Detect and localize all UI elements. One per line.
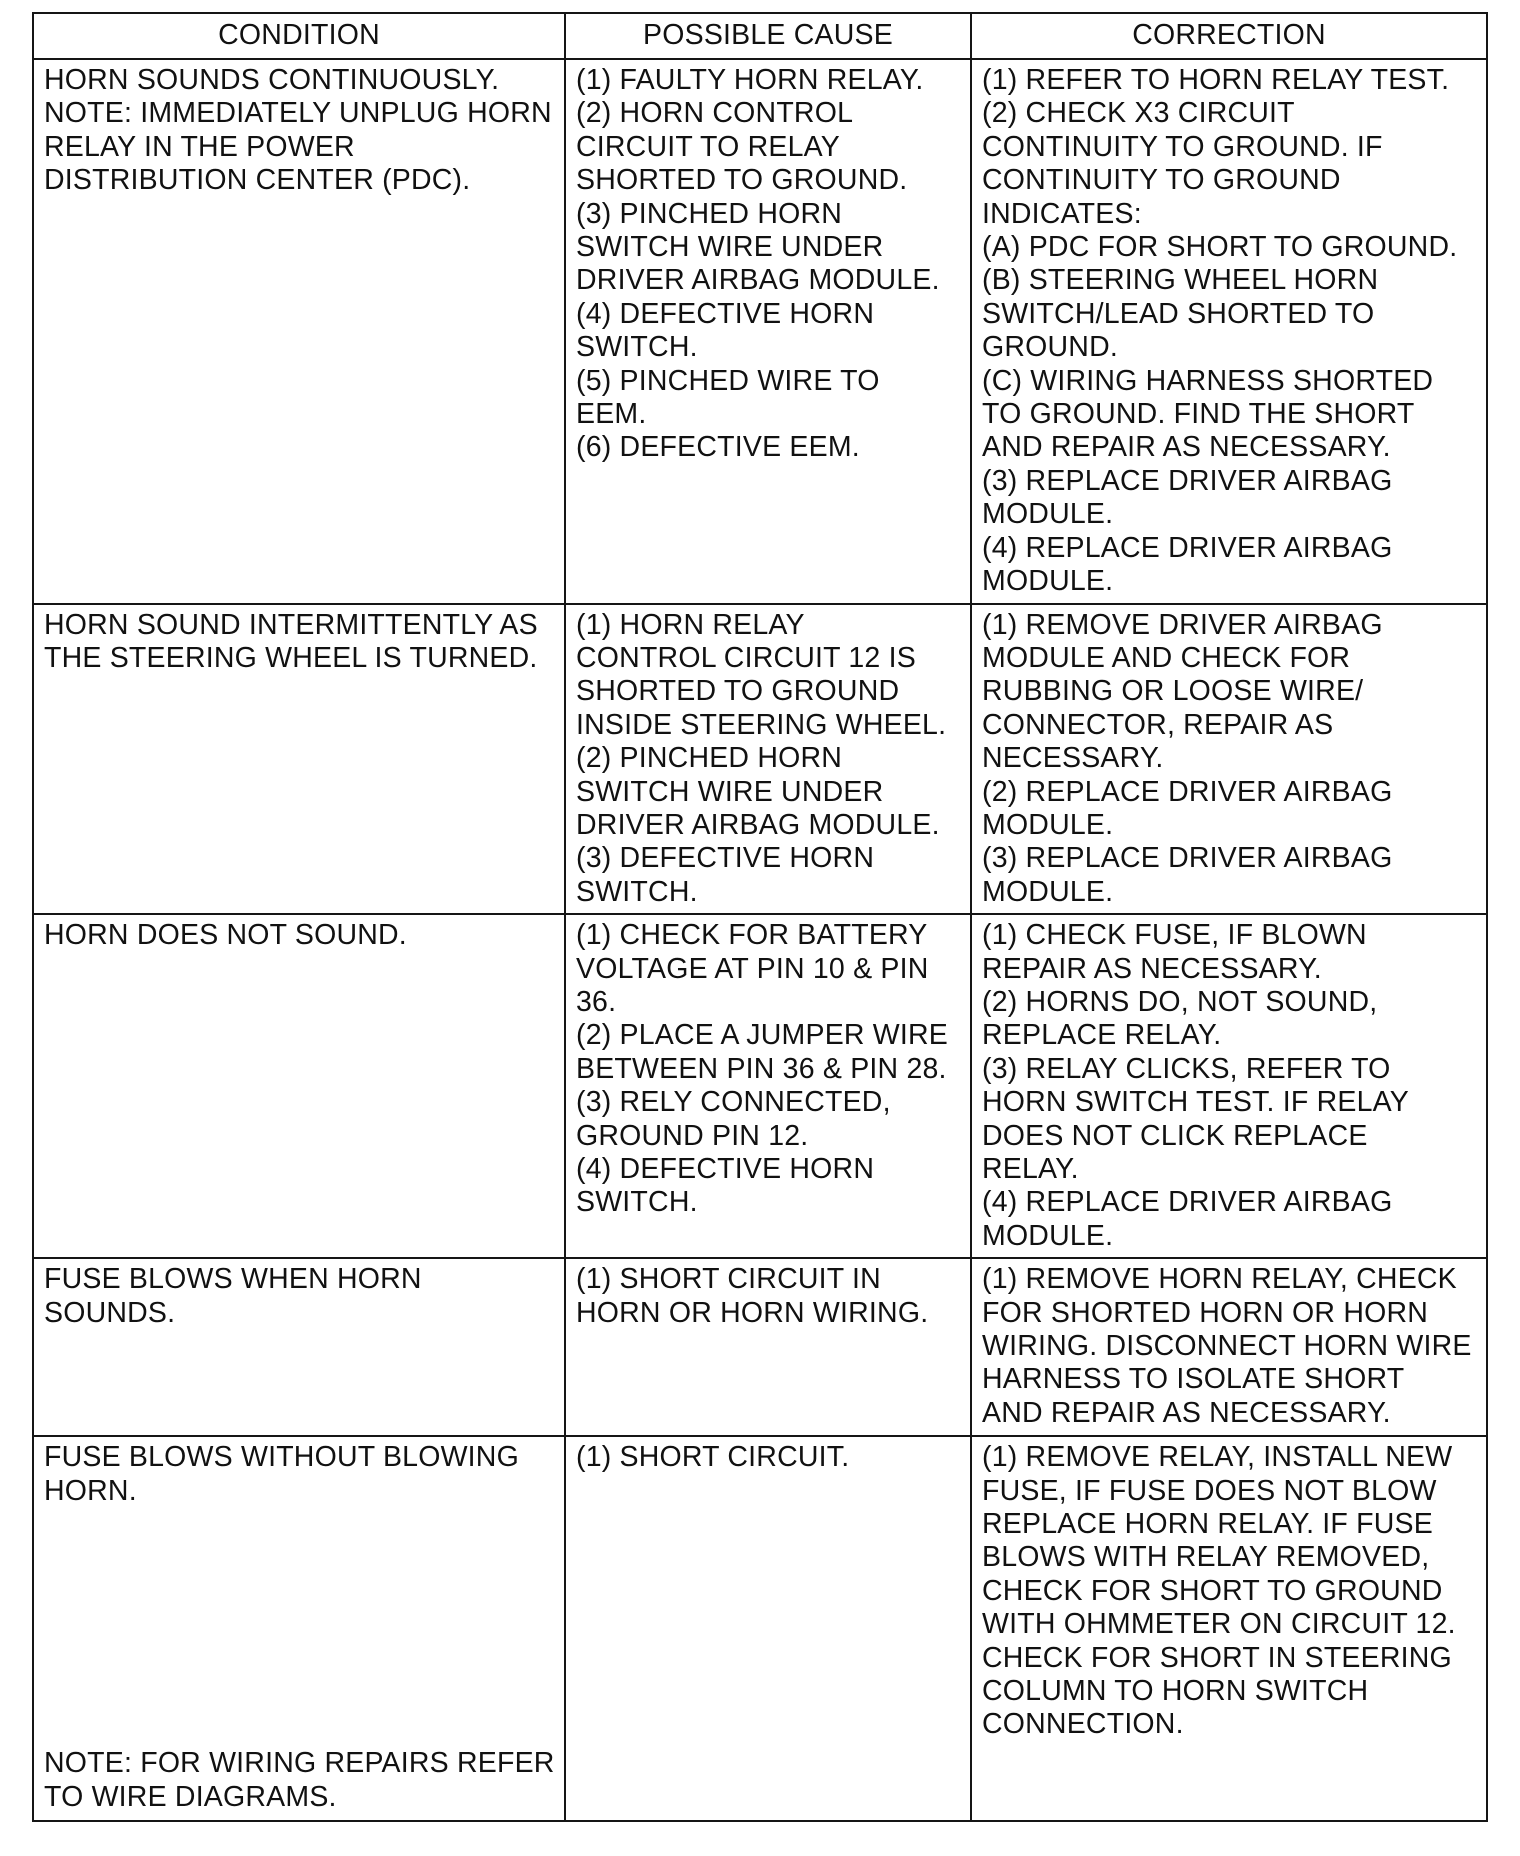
correction-line: (B) STEERING WHEEL HORN <box>982 264 1379 297</box>
cause-line: SWITCH WIRE UNDER <box>576 775 884 808</box>
cause-line: (1) HORN RELAY <box>576 608 805 641</box>
cause-line: (4) DEFECTIVE HORN <box>576 1153 875 1185</box>
cause-line: (3) RELY CONNECTED, <box>576 1086 891 1119</box>
cause-line: BETWEEN PIN 36 & PIN 28. <box>576 1052 947 1085</box>
correction-line: (3) REPLACE DRIVER AIRBAG <box>982 842 1393 875</box>
possible-cause-cell <box>565 59 971 604</box>
correction-line: (1) REMOVE RELAY, INSTALL NEW <box>982 1441 1453 1474</box>
condition-line: RELAY IN THE POWER <box>44 130 355 163</box>
correction-line: COLUMN TO HORN SWITCH <box>982 1675 1369 1708</box>
cause-line: INSIDE STEERING WHEEL. <box>576 708 947 741</box>
condition-line: NOTE: IMMEDIATELY UNPLUG HORN <box>44 97 552 130</box>
cause-line: (6) DEFECTIVE EEM. <box>576 431 860 464</box>
correction-line: MODULE. <box>982 808 1114 841</box>
condition-line: FUSE BLOWS WHEN HORN <box>44 1263 422 1296</box>
correction-line: CONTINUITY TO GROUND <box>982 164 1341 197</box>
header-row <box>33 13 1487 59</box>
cause-line: (2) PLACE A JUMPER WIRE <box>576 1019 949 1052</box>
cause-line: (4) DEFECTIVE HORN <box>576 297 875 330</box>
cause-line: (1) SHORT CIRCUIT IN <box>576 1263 881 1296</box>
correction-line: MODULE. <box>982 498 1114 531</box>
possible-cause-cell <box>565 914 971 1258</box>
cause-line: (2) HORN CONTROL <box>576 97 854 130</box>
cause-line: (3) DEFECTIVE HORN <box>576 842 875 875</box>
condition-cell <box>33 59 565 604</box>
table-row <box>33 914 1487 1258</box>
correction-line: (1) REFER TO HORN RELAY TEST. <box>982 64 1450 96</box>
header-possible-cause: POSSIBLE CAUSE <box>565 13 971 59</box>
correction-line: (2) HORNS DO, NOT SOUND, <box>982 985 1378 1018</box>
cause-line: (3) PINCHED HORN <box>576 197 843 230</box>
condition-line: DISTRIBUTION CENTER (PDC). <box>44 164 471 197</box>
correction-cell <box>971 1258 1487 1436</box>
header-condition: CONDITION <box>33 13 565 59</box>
cause-line: SWITCH. <box>576 1186 698 1219</box>
cause-line: CONTROL CIRCUIT 12 IS <box>576 641 916 674</box>
correction-line: (4) REPLACE DRIVER AIRBAG <box>982 531 1393 564</box>
correction-line: (1) REMOVE DRIVER AIRBAG <box>982 608 1383 641</box>
condition-line: HORN SOUNDS CONTINUOUSLY. <box>44 64 500 96</box>
correction-line: REPAIR AS NECESSARY. <box>982 952 1322 985</box>
correction-cell <box>971 604 1487 915</box>
table-row <box>33 59 1487 604</box>
cause-line: (1) SHORT CIRCUIT. <box>576 1441 850 1474</box>
correction-line: (1) REMOVE HORN RELAY, CHECK <box>982 1263 1457 1296</box>
correction-line: BLOWS WITH RELAY REMOVED, <box>982 1541 1430 1574</box>
cause-line: DRIVER AIRBAG MODULE. <box>576 264 940 297</box>
correction-line: MODULE. <box>982 875 1114 908</box>
cause-line: VOLTAGE AT PIN 10 & PIN <box>576 952 929 985</box>
condition-cell <box>33 1258 565 1436</box>
correction-line: DOES NOT CLICK REPLACE <box>982 1119 1368 1152</box>
possible-cause-cell <box>565 1258 971 1436</box>
correction-line: RELAY. <box>982 1153 1079 1185</box>
condition-line: THE STEERING WHEEL IS TURNED. <box>44 641 538 674</box>
correction-line: NECESSARY. <box>982 742 1164 775</box>
cause-line: HORN OR HORN WIRING. <box>576 1296 929 1329</box>
correction-line: (4) REPLACE DRIVER AIRBAG <box>982 1186 1393 1219</box>
correction-line: (C) WIRING HARNESS SHORTED <box>982 364 1434 397</box>
correction-line: WITH OHMMETER ON CIRCUIT 12. <box>982 1608 1456 1641</box>
condition-cell <box>33 604 565 915</box>
correction-line: CHECK FOR SHORT IN STEERING <box>982 1641 1452 1674</box>
cause-line: (5) PINCHED WIRE TO <box>576 364 880 397</box>
correction-line: SWITCH/LEAD SHORTED TO <box>982 297 1375 330</box>
correction-line: TO GROUND. FIND THE SHORT <box>982 398 1415 431</box>
correction-cell <box>971 59 1487 604</box>
cause-line: 36. <box>576 985 617 1018</box>
header-correction: CORRECTION <box>971 13 1487 59</box>
correction-cell <box>971 914 1487 1258</box>
wiring-repairs-note <box>44 1747 555 1814</box>
condition-cell <box>33 914 565 1258</box>
correction-line: MODULE. <box>982 1219 1114 1252</box>
correction-line: FUSE, IF FUSE DOES NOT BLOW <box>982 1474 1437 1507</box>
correction-line: (A) PDC FOR SHORT TO GROUND. <box>982 231 1458 264</box>
correction-line: AND REPAIR AS NECESSARY. <box>982 431 1391 464</box>
correction-line: (3) RELAY CLICKS, REFER TO <box>982 1052 1391 1085</box>
possible-cause-cell <box>565 1436 971 1821</box>
condition-line: HORN SOUND INTERMITTENTLY AS <box>44 608 538 641</box>
correction-line: (2) REPLACE DRIVER AIRBAG <box>982 775 1393 808</box>
correction-line: RUBBING OR LOOSE WIRE/ <box>982 675 1364 708</box>
cause-line: EEM. <box>576 398 647 431</box>
correction-line: HORN SWITCH TEST. IF RELAY <box>982 1086 1409 1119</box>
note-line: TO WIRE DIAGRAMS. <box>44 1780 337 1813</box>
correction-line: MODULE AND CHECK FOR <box>982 641 1351 674</box>
cause-line: CIRCUIT TO RELAY <box>576 130 840 163</box>
correction-line: GROUND. <box>982 331 1118 364</box>
cause-line: (1) FAULTY HORN RELAY. <box>576 64 924 96</box>
cause-line: (1) CHECK FOR BATTERY <box>576 919 928 952</box>
correction-line: REPLACE RELAY. <box>982 1019 1222 1052</box>
condition-line: SOUNDS. <box>44 1296 176 1329</box>
possible-cause-cell <box>565 604 971 915</box>
correction-line: REPLACE HORN RELAY. IF FUSE <box>982 1508 1433 1541</box>
cause-line: GROUND PIN 12. <box>576 1119 809 1152</box>
correction-cell <box>971 1436 1487 1821</box>
correction-line: (3) REPLACE DRIVER AIRBAG <box>982 464 1393 497</box>
condition-line: HORN DOES NOT SOUND. <box>44 919 407 952</box>
horn-diagnosis-table <box>32 12 1488 1822</box>
condition-cell <box>33 1436 565 1821</box>
correction-line: HARNESS TO ISOLATE SHORT <box>982 1363 1405 1396</box>
table-row <box>33 1436 1487 1821</box>
correction-line: FOR SHORTED HORN OR HORN <box>982 1296 1429 1329</box>
correction-line: MODULE. <box>982 565 1114 598</box>
correction-line: (1) CHECK FUSE, IF BLOWN <box>982 919 1367 952</box>
cause-line: SWITCH. <box>576 331 698 364</box>
cause-line: SWITCH. <box>576 875 698 908</box>
cause-line: SHORTED TO GROUND. <box>576 164 908 197</box>
note-line: NOTE: FOR WIRING REPAIRS REFER <box>44 1747 555 1780</box>
table-row <box>33 604 1487 915</box>
cause-line: SWITCH WIRE UNDER <box>576 231 884 264</box>
condition-line: FUSE BLOWS WITHOUT BLOWING <box>44 1441 519 1474</box>
correction-line: (2) CHECK X3 CIRCUIT <box>982 97 1295 130</box>
correction-line: INDICATES: <box>982 197 1142 230</box>
correction-line: AND REPAIR AS NECESSARY. <box>982 1396 1391 1429</box>
cause-line: (2) PINCHED HORN <box>576 742 843 775</box>
correction-line: CONTINUITY TO GROUND. IF <box>982 130 1383 163</box>
correction-line: CHECK FOR SHORT TO GROUND <box>982 1574 1443 1607</box>
correction-line: WIRING. DISCONNECT HORN WIRE <box>982 1330 1472 1363</box>
correction-line: CONNECTION. <box>982 1708 1184 1741</box>
cause-line: DRIVER AIRBAG MODULE. <box>576 808 940 841</box>
cause-line: SHORTED TO GROUND <box>576 675 900 708</box>
correction-line: CONNECTOR, REPAIR AS <box>982 708 1334 741</box>
table-row <box>33 1258 1487 1436</box>
condition-line: HORN. <box>44 1474 137 1507</box>
